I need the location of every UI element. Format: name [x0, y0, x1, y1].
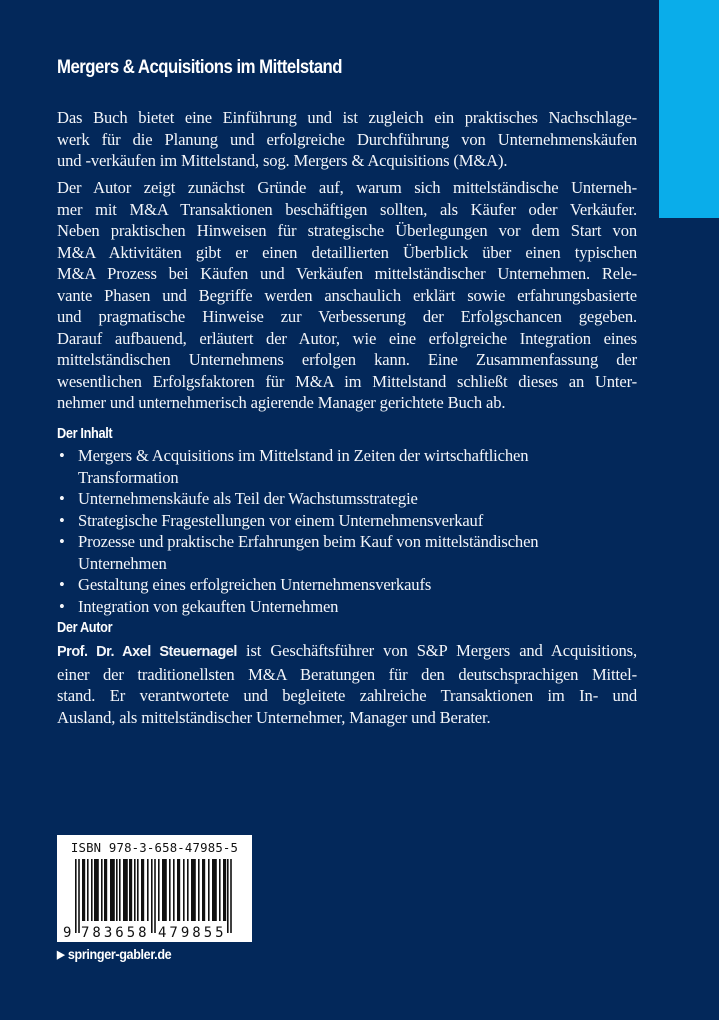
contents-heading: Der Inhalt — [57, 426, 113, 442]
list-item — [57, 445, 637, 488]
intro-paragraph-2 — [57, 177, 637, 414]
bullet-icon: • — [59, 510, 65, 530]
text-fragment: ist Geschäftsführer von S&P Mergers and Acquisitions, — [236, 641, 637, 660]
svg-text:9: 9 — [63, 925, 72, 939]
text-line: wesentlichen Erfolgsfaktoren für M&A im Mittelstand schließt dieses an Unter- — [57, 371, 637, 391]
list-item — [57, 596, 637, 618]
text-line: Darauf aufbauend, erläutert der Autor, wie eine erfolgreiche Integration eines — [57, 328, 637, 348]
text-line: mittelständischen Unternehmens erfolgen kann. Eine Zusammenfassung der — [57, 350, 637, 369]
text-line: M&A Prozess bei Käufen und Verkäufen mittelständischer Unternehmen. Rele- — [57, 264, 637, 283]
book-title: Mergers & Acquisitions im Mittelstand — [57, 56, 342, 78]
list-item-line: Unternehmen — [78, 553, 167, 573]
isbn-barcode — [57, 835, 252, 942]
list-item — [57, 574, 637, 596]
list-item — [57, 531, 637, 574]
author-bio — [57, 640, 637, 728]
list-item-line: Gestaltung eines erfolgreichen Unternehmensverkaufs — [78, 575, 432, 594]
bullet-icon: • — [59, 532, 65, 551]
list-item-line: Strategische Fragestellungen vor einem Unternehmensverkauf — [78, 510, 484, 530]
list-item-line: Mergers & Acquisitions im Mittelstand in Zeiten der wirtschaftlichen — [78, 446, 529, 465]
list-item-line: Unternehmenskäufe als Teil der Wachstumsstrategie — [78, 489, 418, 508]
text-line: und -verkäufen im Mittelstand, sog. Mergers & Acquisitions (M&A). — [57, 151, 508, 170]
publisher-link-text[interactable]: springer-gabler.de — [67, 946, 172, 962]
svg-text:783658: 783658 — [81, 925, 150, 939]
list-item-line: Prozesse und praktische Erfahrungen beim Kauf von mittelständischen — [78, 532, 539, 551]
list-item-line: Transformation — [78, 467, 179, 487]
text-line: M&A Aktivitäten gibt er einen detaillierten Überblick über einen typischen — [57, 242, 637, 262]
publisher-link[interactable] — [57, 946, 171, 962]
text-line: einer der traditionellsten M&A Beratungen für den deutschsprachigen Mittel- — [57, 664, 637, 684]
intro-paragraph-1 — [57, 107, 637, 172]
text-line: Der Autor zeigt zunächst Gründe auf, warum sich mittelständische Unterneh- — [57, 178, 637, 197]
text-line: und pragmatische Hinweise zur Verbesserung der Erfolgschancen gegeben. — [57, 307, 637, 326]
text-line: stand. Er verantwortete und begleitete zahlreiche Transaktionen im In- und — [57, 686, 637, 705]
text-line: mer mit M&A Transaktionen beschäftigen sollten, als Käufer oder Verkäufer. — [57, 199, 637, 219]
play-arrow-icon: ▶ — [57, 948, 65, 961]
author-heading: Der Autor — [57, 620, 113, 636]
list-item-line: Integration von gekauften Unternehmen — [78, 596, 339, 616]
contents-list — [57, 445, 637, 617]
list-item — [57, 488, 637, 510]
cyan-accent-band — [659, 0, 719, 218]
bullet-icon: • — [59, 575, 65, 594]
isbn-label: ISBN 978-3-658-47985-5 — [70, 841, 239, 855]
svg-text:479855: 479855 — [158, 925, 227, 939]
text-line: Neben praktischen Hinweisen für strategische Überlegungen vor dem Start von — [57, 221, 637, 240]
text-line: Das Buch bietet eine Einführung und ist zugleich ein praktisches Nachschlage- — [57, 108, 637, 127]
bullet-icon: • — [59, 596, 65, 616]
author-name: Prof. Dr. Axel Steuernagel — [57, 644, 237, 660]
text-line: werk für die Planung und erfolgreiche Durchführung von Unternehmenskäufen — [57, 129, 637, 149]
text-line: Ausland, als mittelständischer Unternehmer, Manager und Berater. — [57, 707, 491, 727]
list-item — [57, 510, 637, 532]
bullet-icon: • — [59, 446, 65, 465]
text-line: nehmer und unternehmerisch agierende Manager gerichtete Buch ab. — [57, 393, 506, 412]
bullet-icon: • — [59, 489, 65, 508]
text-line: vante Phasen und Begriffe werden anschaulich erklärt sowie erfahrungsbasierte — [57, 285, 637, 305]
barcode-bars-icon — [63, 859, 246, 939]
text-line — [57, 640, 637, 664]
